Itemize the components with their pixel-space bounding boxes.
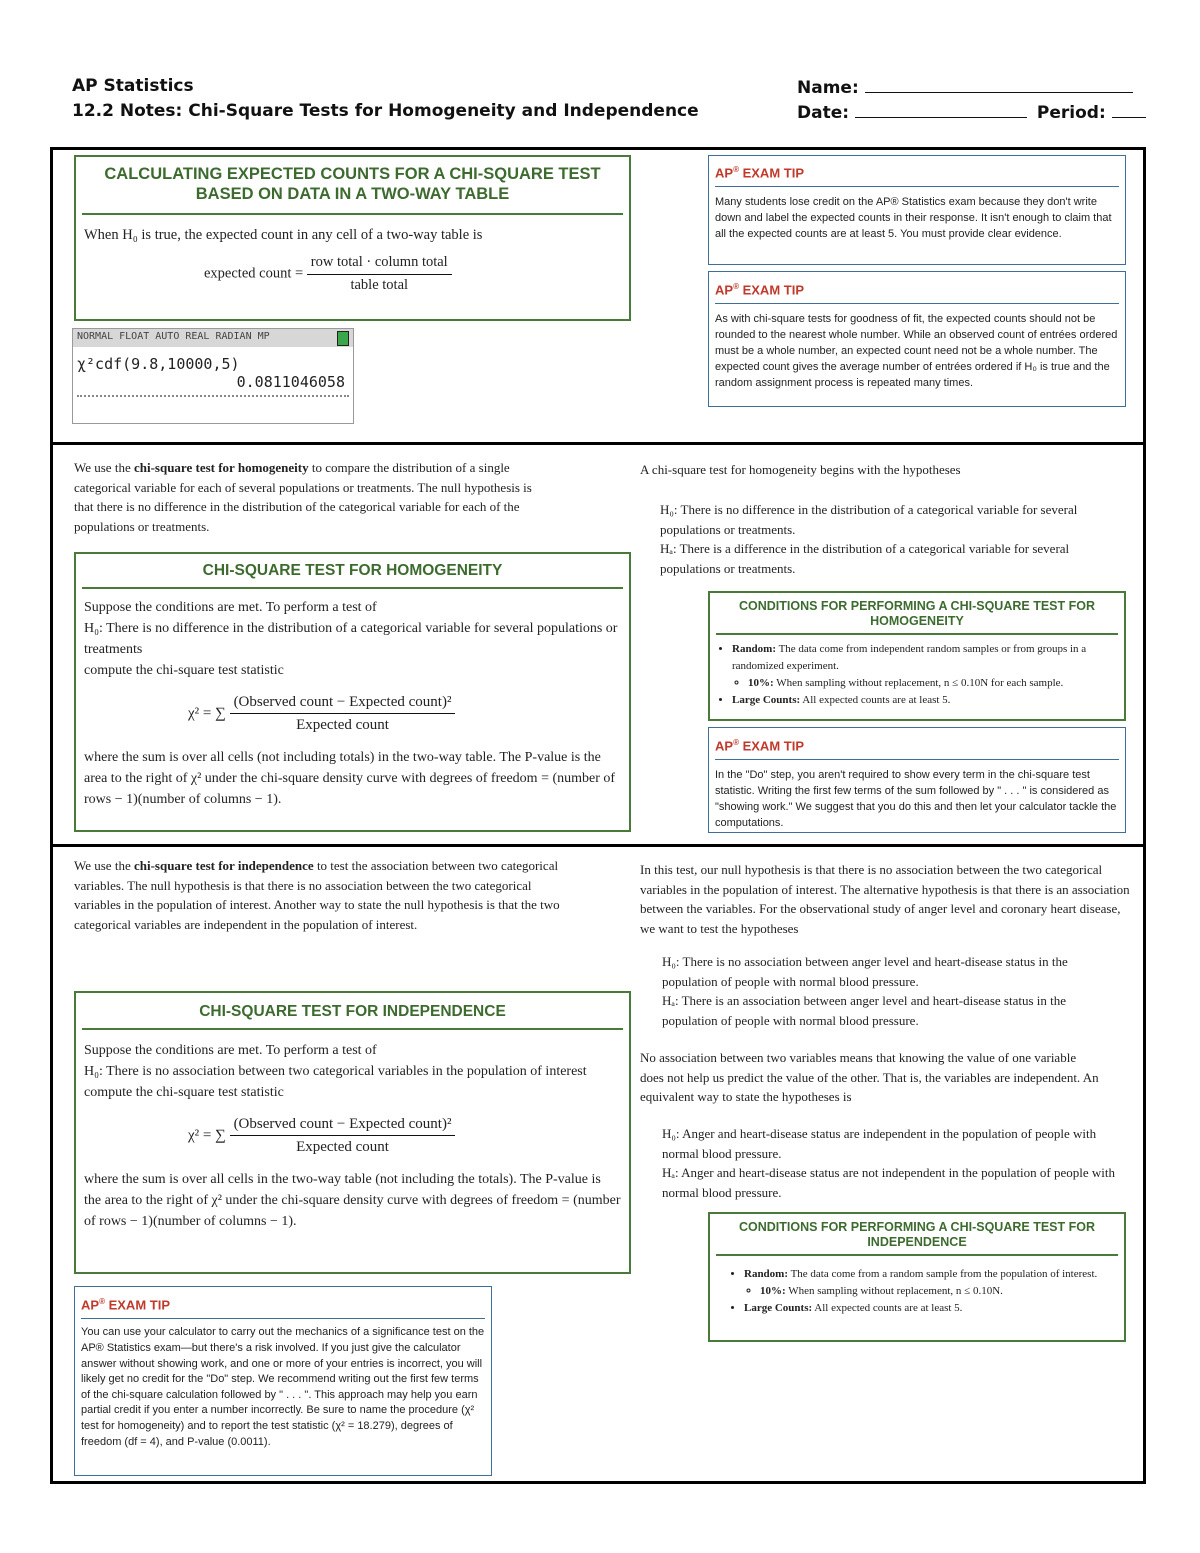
formula-numerator: row total · column total: [307, 252, 452, 275]
name-blank[interactable]: [865, 76, 1133, 93]
condition-10-percent: ◦ 10%: When sampling without replacement, n ≤ 0.10N.: [760, 1283, 1118, 1300]
chi-square-numerator: (Observed count − Expected count)²: [230, 691, 456, 715]
homogeneity-test-box: [74, 552, 631, 832]
independence-test-box: [74, 991, 631, 1274]
independence-test-title: CHI-SQUARE TEST FOR INDEPENDENCE: [199, 1003, 506, 1020]
condition-random: • Random: The data come from independent random samples or from groups in a randomized experiment. ◦ 10%: When sampling without replacement, n ≤ 0.10N for each sample.: [732, 641, 1118, 692]
condition-random: • Random: The data come from a random sample from the population of interest. ◦ 10%: When sampling without replacement, n ≤ 0.10N.: [744, 1266, 1118, 1300]
exam-tip-4-text: You can use your calculator to carry out the mechanics of a significance test on the AP® Statistics exam—but there's a risk involved. If you just give the calculator answer without showing work, and one or more of your entries is incorrect, you will likely get no credit for the "Do" step. We recommend writing out the first few terms of the chi-square calculation followed by " . . . ". This approach may help you earn partial credit if you enter a number incorrectly. Be sure to name the procedure (χ² test for homogeneity) and to report the test statistic (χ² = 18.279), degrees of freedom (df = 4), and P-value (0.0011).: [81, 1326, 485, 1448]
formula-denominator: table total: [350, 277, 409, 294]
formula-fraction: [307, 252, 452, 297]
homogeneity-formula: [76, 681, 629, 743]
battery-icon: [337, 331, 349, 346]
expected-counts-box: [74, 155, 631, 321]
condition-large-counts: • Large Counts: All expected counts are at least 5.: [744, 1300, 1118, 1317]
independence-conditions-box: [708, 1212, 1126, 1342]
exam-tip-3: [708, 727, 1126, 833]
exam-tip-3-text: In the "Do" step, you aren't required to show every term in the chi-square test statistic. Writing the first few terms of the sum followed by " . . . " is considered as "showing work." We suggest that you do this and then let your calculator tackle the computations.: [715, 769, 1117, 830]
independence-ha-anger: Hₐ: There is an association between anger level and heart-disease status in the population of people with normal blood pressure.: [662, 993, 1067, 1028]
chi-square-denominator: Expected count: [296, 717, 389, 734]
independence-h0: H₀: There is no association between two categorical variables in the population of interest: [84, 1063, 587, 1079]
calculator-command: χ²cdf(9.8,10000,5): [77, 355, 240, 373]
date-period-field[interactable]: [797, 101, 1146, 123]
homogeneity-conditions-box: [708, 591, 1126, 721]
exam-tip-4: [74, 1286, 492, 1476]
chi-square-symbol: χ² = ∑: [188, 705, 226, 722]
homogeneity-intro: We use the chi-square test for homogeneity to compare the distribution of a single categorical variable for each of several populations or treatments. The null hypothesis is that there is no difference in the distribution of the categorical variable for each of the populations or treatments.: [74, 460, 532, 534]
independence-right-p2: No association between two variables means that knowing the value of one variable does not help us predict the value of the other. That is, the variables are independent. An equivalent way to state the hypotheses is: [640, 1050, 1099, 1104]
homogeneity-line-1: Suppose the conditions are met. To perform a test of: [84, 599, 377, 615]
exam-tip-2-title: AP® EXAM TIP: [715, 282, 804, 298]
homogeneity-hyp-intro: A chi-square test for homogeneity begins with the hypotheses: [640, 462, 961, 477]
independence-ha-independent: Hₐ: Anger and heart-disease status are not independent in the population of people with normal blood pressure.: [662, 1165, 1116, 1200]
calculator-screen: [72, 328, 354, 424]
calculator-status: NORMAL FLOAT AUTO REAL RADIAN MP: [77, 331, 270, 342]
exam-tip-3-title: AP® EXAM TIP: [715, 738, 804, 754]
exam-tip-1-text: Many students lose credit on the AP® Statistics exam because they don't write down and label the expected counts in their response. It isn't enough to claim that all the expected counts are at least 5. You must provide clear evidence.: [715, 196, 1112, 241]
period-blank[interactable]: [1112, 101, 1146, 118]
date-label: Date:: [797, 103, 850, 123]
calculator-status-bar: [73, 329, 353, 347]
independence-line-1: Suppose the conditions are met. To perform a test of: [84, 1042, 377, 1058]
chi-square-fraction: [230, 1113, 456, 1159]
independence-conditions-title: CONDITIONS FOR PERFORMING A CHI-SQUARE TEST FOR INDEPENDENCE: [738, 1220, 1096, 1249]
exam-tip-1: [708, 155, 1126, 265]
exam-tip-2-text: As with chi-square tests for goodness of fit, the expected counts should not be rounded to the nearest whole number. While an observed count of entrées ordered must be a whole number, an expected count need not be a whole number. The expected count gives the average number of entrées ordered if H₀ is true and the random assignment process is repeated many times.: [715, 313, 1118, 390]
calculator-result: 0.0811046058: [236, 373, 345, 391]
independence-line-3: compute the chi-square test statistic: [84, 1084, 284, 1100]
expected-intro: When H₀ is true, the expected count in any cell of a two-way table is: [84, 226, 483, 243]
homogeneity-line-3: compute the chi-square test statistic: [84, 662, 284, 678]
independence-h0-independent: H₀: Anger and heart-disease status are independent in the population of people with normal blood pressure.: [662, 1126, 1097, 1161]
independence-conditions-list: [710, 1256, 1124, 1317]
homogeneity-ha-statement: Hₐ: There is a difference in the distribution of a categorical variable for several populations or treatments.: [660, 541, 1070, 576]
homogeneity-after: where the sum is over all cells (not including totals) in the two-way table. The P-value is the area to the right of χ² under the chi-square density curve with degrees of freedom = (number of rows − 1)(number of columns − 1).: [84, 749, 616, 807]
period-label: Period:: [1036, 103, 1106, 123]
name-label: Name:: [797, 78, 859, 98]
homogeneity-term: chi-square test for homogeneity: [133, 460, 309, 475]
independence-intro: We use the chi-square test for independence to test the association between two categorical variables. The null hypothesis is that there is no association between the two categorical variables in the population of interest. Another way to state the null hypothesis is that the two categorical variables are independent in the population of interest.: [74, 858, 560, 932]
expected-formula: [76, 246, 629, 297]
chi-square-numerator: (Observed count − Expected count)²: [230, 1113, 456, 1137]
date-blank[interactable]: [855, 101, 1027, 118]
independence-formula: [76, 1103, 629, 1165]
course-title: AP Statistics: [72, 76, 194, 96]
condition-large-counts: • Large Counts: All expected counts are at least 5.: [732, 692, 1118, 709]
homogeneity-conditions-title: CONDITIONS FOR PERFORMING A CHI-SQUARE TEST FOR HOMOGENEITY: [738, 599, 1096, 628]
name-field[interactable]: [797, 76, 1133, 98]
formula-lhs: expected count =: [204, 265, 304, 282]
homogeneity-h0: H₀: There is no difference in the distribution of a categorical variable for several populations or treatments: [84, 620, 618, 657]
exam-tip-2: [708, 271, 1126, 407]
independence-right-p1: In this test, our null hypothesis is that there is no association between the two categorical variables in the population of interest. The alternative hypothesis is that there is an association between the variables. For the observational study of anger level and coronary heart disease, we want to test the hypotheses: [640, 862, 1130, 936]
homogeneity-conditions-list: [710, 635, 1124, 709]
condition-10-percent: ◦ 10%: When sampling without replacement, n ≤ 0.10N for each sample.: [748, 675, 1118, 692]
chi-square-symbol: χ² = ∑: [188, 1127, 226, 1144]
homogeneity-test-title: CHI-SQUARE TEST FOR HOMOGENEITY: [202, 562, 503, 579]
exam-tip-4-title: AP® EXAM TIP: [81, 1297, 170, 1313]
exam-tip-1-title: AP® EXAM TIP: [715, 165, 804, 181]
chi-square-denominator: Expected count: [296, 1139, 389, 1156]
expected-counts-title: CALCULATING EXPECTED COUNTS FOR A CHI-SQUARE TEST BASED ON DATA IN A TWO-WAY TABLE: [104, 165, 601, 203]
independence-term: chi-square test for independence: [133, 858, 314, 873]
chi-square-fraction: [230, 691, 456, 737]
homogeneity-h0-statement: H₀: There is no difference in the distribution of a categorical variable for several populations or treatments.: [660, 502, 1078, 537]
independence-h0-anger: H₀: There is no association between anger level and heart-disease status in the population of people with normal blood pressure.: [662, 954, 1068, 989]
calculator-dotted-line: [77, 395, 349, 397]
independence-after: where the sum is over all cells in the two-way table (not including the totals). The P-value is the area to the right of χ² under the chi-square density curve with degrees of freedom = (number of rows − 1)(number of columns − 1).: [84, 1171, 621, 1229]
unit-title: 12.2 Notes: Chi-Square Tests for Homogeneity and Independence: [72, 101, 699, 121]
